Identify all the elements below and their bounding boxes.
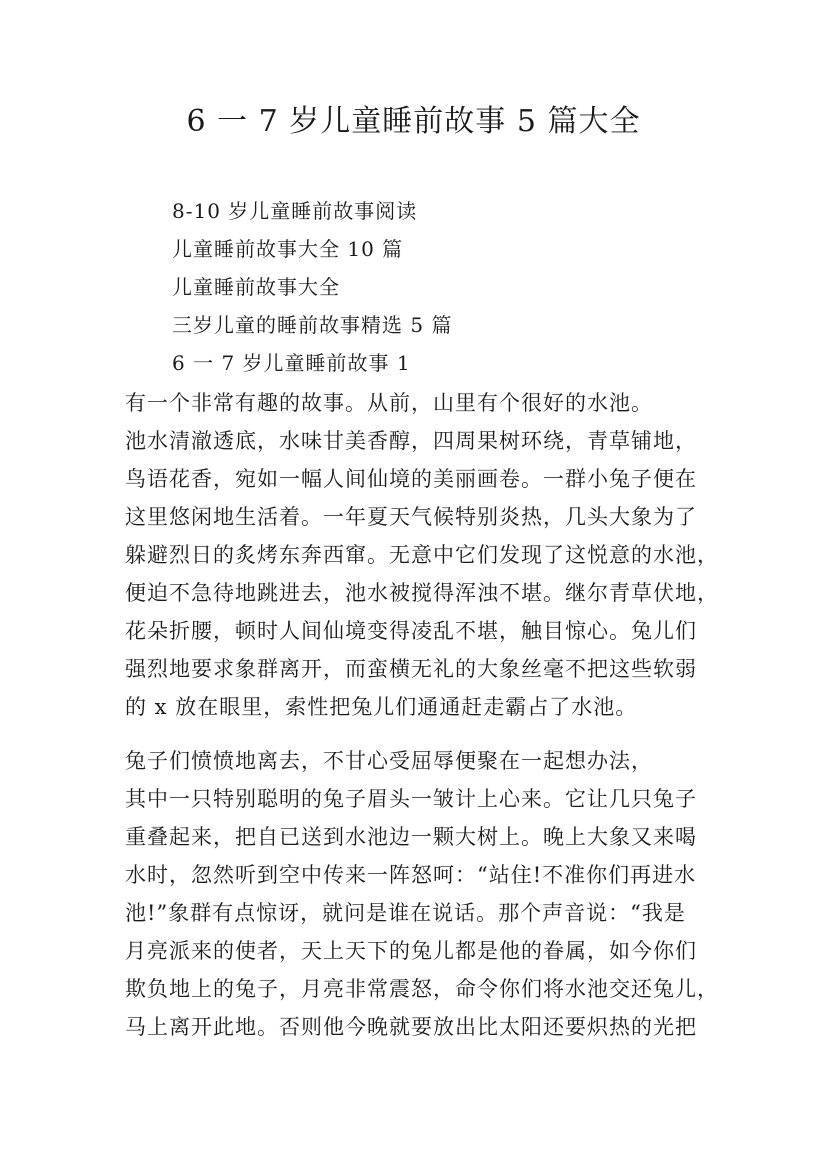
text-line: 池水清澈透底，水味甘美香醇，四周果树环绕，青草铺地， [125,429,697,453]
text-line: 强烈地要求象群离开，而蛮横无礼的大象丝毫不把这些软弱 [125,657,697,681]
text-line: 兔子们愤愤地离去，不甘心受屈辱便聚在一起想办法， [125,749,653,773]
related-article-link: 儿童睡前故事大全 [172,275,340,299]
story-paragraph [125,384,719,726]
text-line: 重叠起来，把自已送到水池边一颗大树上。晚上大象又来喝 [125,825,697,849]
text-line: 欺负地上的兔子，月亮非常震怒，命令你们将水池交还兔儿， [125,977,719,1001]
paragraph-spacer [125,726,715,742]
related-article-link: 儿童睡前故事大全 10 篇 [172,237,404,261]
text-line: 有一个非常有趣的故事。从前，山里有个很好的水池。 [125,391,653,415]
text-line: 水时，忽然听到空中传来一阵怒呵：“站住!不准你们再进水 [125,863,697,887]
text-line: 花朵折腰，顿时人间仙境变得凌乱不堪，触目惊心。兔儿们 [125,619,697,643]
text-line: 的 x 放在眼里，索性把兔儿们通通赶走霸占了水池。 [125,695,638,719]
story-body [125,384,719,1046]
text-line: 马上离开此地。否则他今晚就要放出比太阳还要炽热的光把 [125,1015,697,1039]
text-line: 鸟语花香，宛如一幅人间仙境的美丽画卷。一群小兔子便在 [125,467,697,491]
related-article-link: 8-10 岁儿童睡前故事阅读 [172,199,418,223]
text-line: 其中一只特别聪明的兔子眉头一皱计上心来。它让几只兔子 [125,787,697,811]
text-line: 月亮派来的使者，天上天下的兔儿都是他的眷属，如今你们 [125,939,697,963]
story-paragraph [125,742,719,1046]
related-article-link: 三岁儿童的睡前故事精选 5 篇 [172,313,453,337]
story-heading: 6 一 7 岁儿童睡前故事 1 [172,351,411,375]
text-line: 躲避烈日的炙烤东奔西窜。无意中它们发现了这悦意的水池， [125,543,719,567]
text-line: 池!”象群有点惊讶，就问是谁在说话。那个声音说：“我是 [125,901,686,925]
related-articles-list [172,192,732,382]
text-line: 便迫不急待地跳进去，池水被搅得浑浊不堪。继尔青草伏地， [125,581,719,605]
text-line: 这里悠闲地生活着。一年夏天气候特别炎热，几头大象为了 [125,505,697,529]
document-title: 6 一 7 岁儿童睡前故事 5 篇大全 [186,104,641,139]
